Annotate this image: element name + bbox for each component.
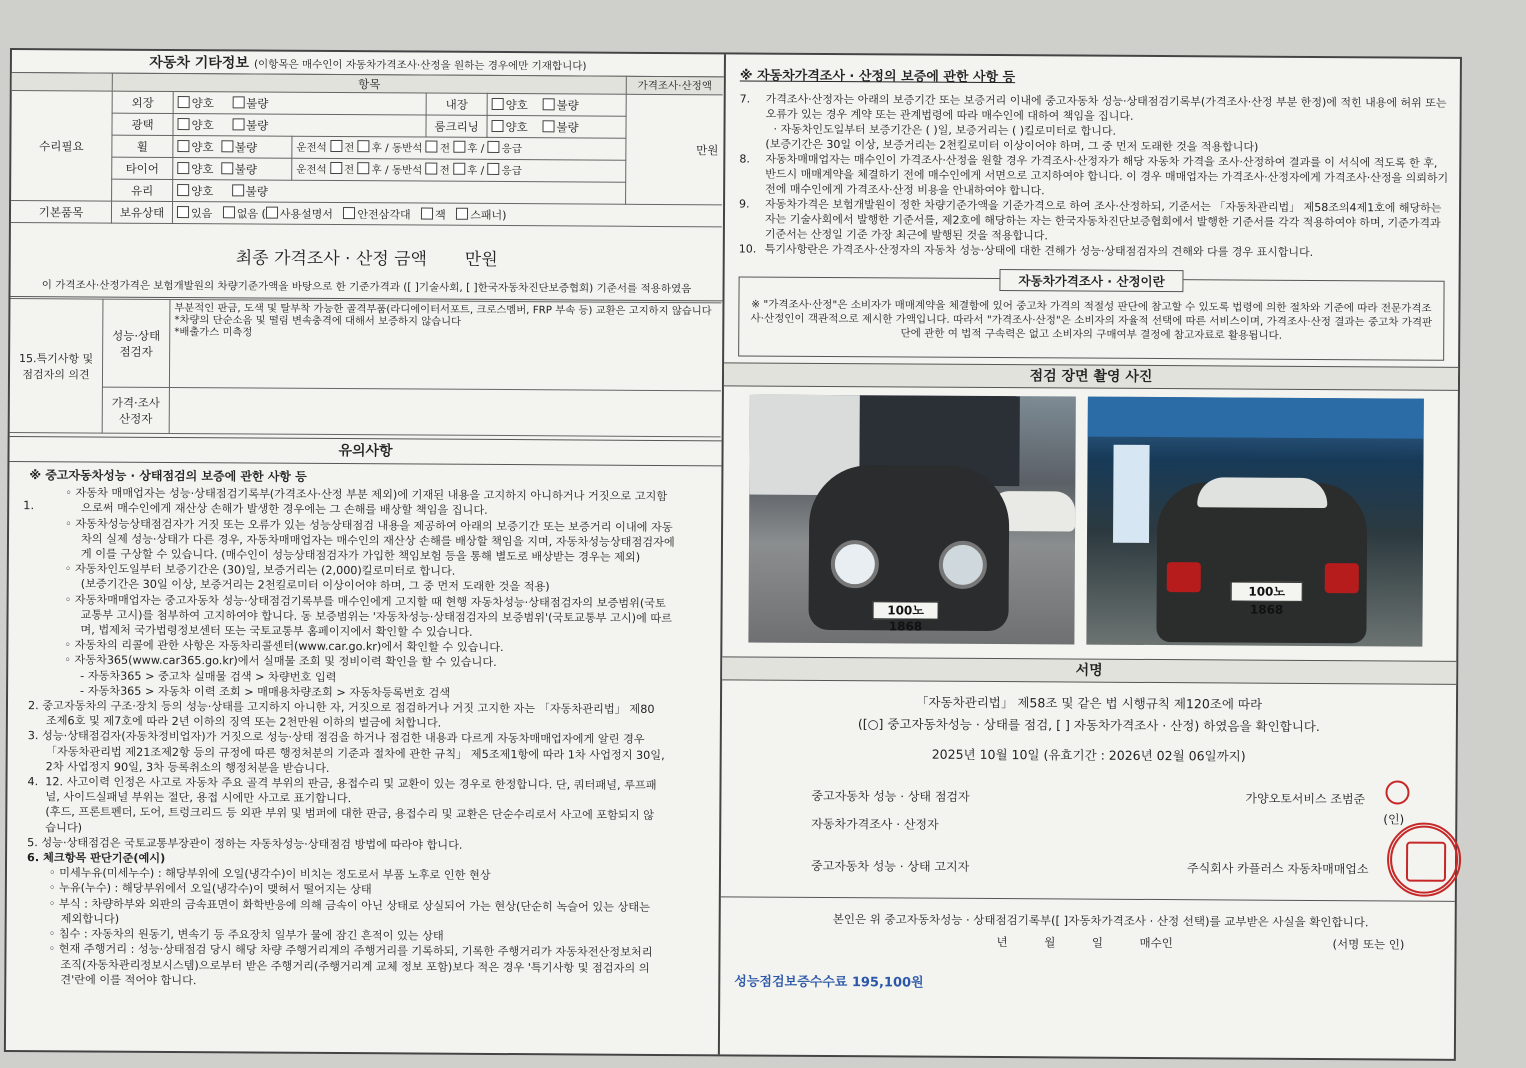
tire-good-checkbox[interactable] xyxy=(177,162,189,174)
emergency-label: 응급 xyxy=(501,165,522,178)
opt-bad: 불량 xyxy=(246,95,269,111)
photo-title: 점검 장면 촬영 사진 xyxy=(724,362,1458,390)
note-line: 견'란에 이를 적어야 합니다. xyxy=(60,973,197,987)
special-label: 15.특기사항 및 점검자의 의견 xyxy=(10,299,103,434)
final-price-unit: 만원 xyxy=(464,249,498,270)
note-line: 제외합니다) xyxy=(60,912,120,926)
perf-text-3: *배출가스 미측정 xyxy=(174,326,253,339)
wheel-pass-rear-checkbox[interactable] xyxy=(453,141,465,153)
tire-driver-rear-checkbox[interactable] xyxy=(358,162,370,174)
has-items-checkbox[interactable] xyxy=(177,206,189,218)
exterior-good-checkbox[interactable] xyxy=(178,96,190,108)
note-line: 조제6호 및 제7호에 따라 2년 이하의 징역 또는 2천만원 이하의 벌금에 처합니다. xyxy=(45,714,442,730)
left-column xyxy=(6,50,726,1054)
note-line: 성능·상태점검은 국토교통부장관이 정하는 자동차성능·상태점검 방법에 따라야 합니다. xyxy=(41,836,463,852)
repair-label: 수리필요 xyxy=(11,91,112,202)
taillight-left xyxy=(1167,562,1201,592)
seal-inner xyxy=(1406,842,1446,882)
emergency-label: 응급 xyxy=(501,143,523,156)
rear-label: 후 xyxy=(371,142,382,155)
spanner-label: 스패너 xyxy=(470,208,503,222)
opt-bad: 불량 xyxy=(234,139,258,155)
inspection-photo-front xyxy=(748,395,1076,645)
final-price-line xyxy=(11,242,723,271)
seal-mark: (인) xyxy=(1383,812,1405,827)
note-line: ◦ 부식 : 차량하부와 외판의 금속표면이 화학반응에 의해 금속이 아닌 상태로 상실되어 가는 현상(단순히 녹슬어 있는 상태는 xyxy=(27,896,713,915)
perf-inspector-label: 성능·상태 점검자 xyxy=(102,299,170,387)
special-notes-table xyxy=(10,298,722,437)
price-warranty-section xyxy=(739,64,1450,260)
sign-law: 「자동차관리법」 제58조 및 같은 법 시행규칙 제120조에 따라 xyxy=(915,694,1263,712)
tire-driver-front-checkbox[interactable] xyxy=(330,162,342,174)
note-line: ◦ 미세누유(미세누수) : 해당부위에 오일(냉각수)이 비치는 정도로서 부품 노후로 인한 현상 xyxy=(27,865,713,884)
front-label: 전 xyxy=(344,164,355,177)
driver-label: 운전석 xyxy=(296,163,327,176)
inspector-stamp xyxy=(1385,780,1409,804)
note-line: 습니다) xyxy=(45,820,83,835)
row-exterior: 외장 xyxy=(112,91,173,113)
item-no: 10. xyxy=(738,242,757,256)
row-tire: 타이어 xyxy=(112,157,173,179)
price-inspector-label: 가격·조사 산정자 xyxy=(102,387,169,433)
right-column xyxy=(720,54,1460,1058)
final-price-label: 최종 가격조사 · 산정 금액 xyxy=(235,248,428,270)
tire-emergency-checkbox[interactable] xyxy=(488,163,500,175)
inspector-label: 중고자동차 성능 · 상태 점검자 xyxy=(811,788,970,804)
company-seal-stamp xyxy=(1387,822,1461,896)
note-line: 교통부 고시)를 첨부하여 고지하여야 합니다. 동 보증범위는 '자동차성능·상태점검자의 보증범위'(국토교통부 고시)에 따르 xyxy=(80,608,673,625)
note-line: (보증기간은 30일 이상, 보증거리는 2천킬로미터 이상이어야 하며, 그 중 먼저 도래한 것을 적용) xyxy=(80,577,550,594)
license-plate-rear: 100노 1868 xyxy=(1231,581,1303,601)
note-line: ◦ 자동차성능상태점검자가 거짓 또는 오류가 있는 성능상태점검 내용을 제공하여 아래의 보증기간 또는 보증거리 이내에 자동 xyxy=(29,516,715,535)
note-line: ◦ 자동차365(www.car365.go.kr)에서 실매물 조회 및 정비이력 확인을 할 수 있습니다. xyxy=(28,653,714,672)
note-line: ◦ 자동차인도일부터 보증기간은 (30)일, 보증거리는 (2,000)킬로미터로 합니다. xyxy=(29,561,715,580)
basic-items-label: 기본품목 xyxy=(11,201,112,224)
note-line: 2차 사업정지 90일, 3차 등록취소의 행정처분을 받습니다. xyxy=(45,760,330,775)
item-7 xyxy=(740,91,1450,125)
note-line: ◦ 현재 주행거리 : 성능·상태점검 당시 해당 차량 주행거리계의 주행거리를 기록하되, 기록한 주행거리가 자동차전산정보처리 xyxy=(26,941,712,960)
signature-title: 서명 xyxy=(722,656,1456,684)
item-8 xyxy=(739,151,1449,200)
col-item-header: 항목 xyxy=(112,73,626,94)
jack-checkbox[interactable] xyxy=(421,207,433,219)
num-2: 2. xyxy=(27,699,39,713)
note-line: 12. 사고이력 인정은 사고로 자동차 주요 골격 부위의 판금, 용접수리 및 교환이 있는 경우로 한정합니다. 단, 쿼터패널, 루프패 xyxy=(45,775,657,793)
definition-box xyxy=(738,273,1444,360)
item-text: (보증기간은 30일 이상, 보증거리는 2천킬로미터 이상이어야 하며, 그 중 먼저 도래한 것을 적용합니다) xyxy=(765,137,1259,154)
signature-statement xyxy=(722,690,1456,768)
buyer-divider xyxy=(721,896,1455,901)
note-line: 중고자동차의 구조·장치 등의 성능·상태를 고지하지 아니한 자, 거짓으로 점검하거나 거짓 고지한 자는 「자동차관리법」 제80 xyxy=(42,699,655,716)
price-unit: 만원 xyxy=(626,94,723,205)
item-text: 자동차매매업자는 매수인이 가격조사·산정을 원할 경우 가격조사·산정자가 해당 자동차 가격을 조사·산정하여 결과를 이 서식에 적도록 한 후, 반드시 매매계약을 체결하기 전에 매수인에게 서면으로 고지하여야 합니다. 이 경우 매매업자는 가격조사·산정자에게 가격조사·산정을 의뢰하기 전에 매수인에게 가격조사·산정 비용을 안내하여야 합니다. xyxy=(765,152,1449,198)
note-line: 차의 실제 성능·상태가 다른 경우, 자동차매매업자는 매수인의 재산상 손해를 배상할 책임을 지며, 자동차성능상태점검자에 xyxy=(80,532,675,549)
opt-good: 양호 xyxy=(505,119,528,134)
manual-checkbox[interactable] xyxy=(266,206,278,218)
opt-bad: 불량 xyxy=(234,161,258,177)
license-plate-front: 100노 1868 xyxy=(873,601,939,619)
triangle-checkbox[interactable] xyxy=(343,207,355,219)
note-line: ◦ 자동차의 리콜에 관한 사항은 자동차리콜센터(www.car.go.kr)에서 확인할 수 있습니다. xyxy=(28,637,714,656)
front-label: 전 xyxy=(439,164,450,177)
row-wheel: 휠 xyxy=(112,135,173,157)
row-gloss: 광택 xyxy=(112,113,173,135)
note-line: 조직(자동차관리정보시스템)으로부터 받은 주행거리(주행거리계 교체 정보 포함)보다 적은 경우 '특기사항 및 점검자의 의 xyxy=(60,957,650,975)
note-line: 널, 사이드실패널 부위는 절단, 용접 시에만 사고로 표기합니다. xyxy=(45,790,352,806)
wheel-good-checkbox[interactable] xyxy=(177,140,189,152)
note-line: 체크항목 판단기준(예시) xyxy=(42,851,166,866)
num-4: 4. xyxy=(27,775,39,789)
manual-label: 사용설명서 xyxy=(279,207,334,221)
definition-text: ※ "가격조사·산정"은 소비자가 매매계약을 체결함에 있어 중고차 가격의 적절성 판단에 참고할 수 있도록 법령에 의한 절차와 기준에 따라 전문가격조사·산정인이 객관적으로 제시한 가액입니다. 따라서 "가격조사·산정"은 소비자의 자율적 선택에 따른 서비스이며, 가격조사·산정 결과는 중고차 가격판단에 관한 여 법적 구속력은 없고 소비자의 구매여부 결정에 참고자료로 활용됩니다. xyxy=(750,298,1433,342)
buyer-date-line: 년 월 일 매수인 xyxy=(996,935,1173,951)
rear-label: 후 xyxy=(467,142,478,155)
note-line: (후드, 프론트펜더, 도어, 트렁크리드 등 외판 부위 및 범퍼에 대한 판금, 용접수리 및 교환은 단순수리로서 사고에 포함되지 않 xyxy=(45,805,654,823)
room-good-checkbox[interactable] xyxy=(491,119,503,131)
no-items-checkbox[interactable] xyxy=(223,206,235,218)
sign-date: 2025년 10월 10일 (유효기간 : 2026년 02월 06일까지) xyxy=(931,746,1246,764)
final-price-block xyxy=(10,228,722,301)
note-line: 「자동차관리법 제21조제2항 등의 규정에 따른 행정처분의 기준과 절차에 관한 규칙」 제5조제1항에 따라 1차 사업정지 30일, xyxy=(45,744,665,762)
inspector-name: 가양오토서비스 조범준 xyxy=(1245,791,1366,807)
row-interior: 내장 xyxy=(426,93,487,115)
definition-title: 자동차가격조사 · 산정이란 xyxy=(999,269,1183,292)
opt-good: 양호 xyxy=(505,97,528,112)
garage-banner xyxy=(1088,397,1424,439)
warranty-title: ※ 중고자동차성능 · 상태점검의 보증에 관한 사항 등 xyxy=(29,468,307,484)
headlight-right xyxy=(939,541,987,589)
front-label: 전 xyxy=(439,142,451,155)
spanner-checkbox[interactable] xyxy=(456,207,468,219)
note-line: 으로써 매수인에게 재산상 손해가 발생한 경우에는 그 손해를 배상할 책임을 집니다. xyxy=(81,501,488,518)
repair-table: 항목 가격조사·산정액 수리필요 외장 양호 불량 내장 양호 불량 만원 광택 양호 불량 룸크리닝 양호 불량 휠 양호 불량 운전석 전 후 / 동반석 전 후 / 응급 타이어 양호 불량 운전석 전 후 / 동반석 전 후 / 응급 유리 양호 불량 기본품목 보유상태 있음 없음 ( 사용설명서 안전삼각대 잭 스패너) xyxy=(11,72,723,227)
item-no: 7. xyxy=(739,92,751,106)
note-line: 성능·상태점검자(자동차정비업자)가 거짓으로 성능·상태 점검을 하거나 점검한 내용과 다르게 자동차매매업자에게 알린 경우 xyxy=(42,729,645,747)
room-bad-checkbox[interactable] xyxy=(542,120,554,132)
price-warranty-items xyxy=(739,91,1450,260)
wheel-emergency-checkbox[interactable] xyxy=(488,141,500,153)
warranty-fee: 성능점검보증수수료 195,100원 xyxy=(734,974,924,991)
glass-good-checkbox[interactable] xyxy=(177,184,189,196)
inspection-form xyxy=(4,48,1462,1061)
item-text: · 자동차인도일부터 보증기간은 ( )일, 보증거리는 ( )킬로미터로 합니다. xyxy=(773,122,1117,138)
perf-text-1: 부분적인 판금, 도색 및 탈부착 가능한 골격부품(라디에이터서포트, 크로스멤버, FRP 부속 등) 교환은 고지하지 않습니다 xyxy=(174,302,712,318)
headlight-left xyxy=(831,540,879,588)
tire-bad-checkbox[interactable] xyxy=(221,162,233,174)
item-no: 8. xyxy=(739,152,750,166)
standing-banner xyxy=(1113,445,1150,543)
row-room-clean: 룸크리닝 xyxy=(426,115,487,137)
row-glass: 유리 xyxy=(112,179,173,201)
rear-label: 후 xyxy=(467,164,478,177)
white-roof xyxy=(1197,477,1327,508)
opt-good: 양호 xyxy=(191,95,214,110)
opt-good: 양호 xyxy=(191,139,214,154)
sign-confirm: ([○] 중고자동차성능 · 상태를 점검, [ ] 자동차가격조사 · 산정) 하였음을 확인합니다. xyxy=(857,716,1320,735)
perf-text-2: *차량의 단순소음 및 떨림 변속충격에 대해서 보증하지 않습니다 xyxy=(174,314,462,328)
opt-bad: 불량 xyxy=(556,119,579,134)
note-line: - 자동차365 > 자동차 이력 조회 > 매매용차량조회 > 자동차등록번호 검색 xyxy=(80,684,451,700)
note-line: 며, 법제처 국가법령정보센터 또는 국토교통부 홈페이지에서 확인할 수 있습니다. xyxy=(80,623,473,639)
wheel-driver-front-checkbox[interactable] xyxy=(330,140,342,152)
note-line: 게 이를 구상할 수 있습니다. (매수인이 성능상태점검자가 가입한 책임보험 등을 통해 별도로 배상받는 경우는 제외) xyxy=(80,547,641,564)
item-text: 특기사항란은 가격조사·산정자의 자동차 성능·상태에 대한 견해가 성능·상태점검자의 견해와 다를 경우 표시합니다. xyxy=(764,242,1314,259)
passenger-label: 동반석 xyxy=(391,164,423,177)
note-line: ◦ 누유(누수) : 해당부위에서 오일(냉각수)이 맺혀서 떨어지는 상태 xyxy=(27,881,713,900)
gloss-good-checkbox[interactable] xyxy=(178,118,190,130)
triangle-label: 안전삼각대 xyxy=(357,207,411,221)
section-title: 자동차 기타정보 xyxy=(149,54,249,72)
wheel-pass-front-checkbox[interactable] xyxy=(426,141,438,153)
glass-bad-checkbox[interactable] xyxy=(232,184,244,196)
front-label: 전 xyxy=(344,142,355,155)
num-6: 6. xyxy=(27,851,40,865)
item-no: 9. xyxy=(739,197,750,211)
num-5: 5. xyxy=(27,835,38,850)
taillight-right xyxy=(1325,563,1359,593)
basis-text: 이 가격조사·산정가격은 보험개발원의 차량기준가액을 바탕으로 한 기준가격과 ([ ]기술사회, [ ]한국자동차진단보증협회) 기준서를 적용하였음 xyxy=(41,279,692,296)
col-price-header: 가격조사·산정액 xyxy=(626,76,723,95)
jack-label: 잭 xyxy=(435,208,446,222)
note-line: ◦ 자동차매매업자는 중고자동차 성능·상태점검기록부를 매수인에게 고지할 때 현행 자동차성능·상태점검자의 보증범위(국토 xyxy=(29,592,715,611)
inspection-photo-rear xyxy=(1086,397,1424,647)
possession-label: 보유상태 xyxy=(111,201,172,223)
driver-label: 운전석 xyxy=(296,141,327,154)
item-9 xyxy=(739,196,1449,245)
note-line: ◦ 침수 : 자동차의 원동기, 변속기 등 주요장치 일부가 물에 잠긴 흔적이 있는 상태 xyxy=(27,926,713,945)
caution-notes xyxy=(26,468,715,991)
item-text: 자동차가격은 보험개발원이 정한 차량기준가액을 기준가격으로 하여 조사·산정하되, 기준서는 「자동차관리법」 제58조의4제1호에 해당하는 자는 기술사회에서 발행한 기준서를, 제2호에 해당하는 자는 한국자동차진단보증협회에서 발행한 기준서를 각각 적용하여야 하며, 기준가격과 기준서는 산정일 기준 가장 최근에 발행된 것을 적용합니다. xyxy=(764,197,1442,243)
note-line: ◦ 자동차 매매업자는 성능·상태점검기록부(가격조사·산정 부분 제외)에 기재된 내용을 고지하지 아니하거나 거짓으로 고지함 xyxy=(29,485,715,504)
opt-bad: 불량 xyxy=(245,183,268,199)
wheel-driver-rear-checkbox[interactable] xyxy=(358,140,370,152)
caution-title: 유의사항 xyxy=(9,436,721,466)
note-line: - 자동차365 > 중고차 실매물 검색 > 차량번호 입력 xyxy=(80,669,337,684)
opt-bad: 불량 xyxy=(556,97,579,112)
buyer-confirm-text: 본인은 위 중고자동차성능 · 상태점검기록부([ ]자동차가격조사 · 산정 선택)를 교부받은 사실을 확인합니다. xyxy=(832,912,1369,930)
rear-label: 후 xyxy=(371,164,382,177)
num-1: 1. xyxy=(23,498,35,513)
notifier-label: 중고자동차 성능 · 상태 고지자 xyxy=(810,858,970,874)
interior-bad-checkbox[interactable] xyxy=(542,98,554,110)
passenger-label: 동반석 xyxy=(392,142,423,155)
perf-opinion xyxy=(169,299,721,390)
section-note: (이항목은 매수인이 자동차가격조사·산정을 원하는 경우에만 기재합니다) xyxy=(253,58,587,73)
opt-good: 양호 xyxy=(191,117,214,132)
opt-yes: 있음 xyxy=(190,206,213,220)
opt-bad: 불량 xyxy=(245,117,269,133)
exterior-bad-checkbox[interactable] xyxy=(232,96,244,108)
price-warranty-title: ※ 자동차가격조사 · 산정의 보증에 관한 사항 등 xyxy=(739,68,1016,86)
notifier-name: 주식회사 카플러스 자동차매매업소 xyxy=(1186,861,1369,877)
num-3: 3. xyxy=(27,729,39,743)
item-text: 가격조사·산정자는 아래의 보증기간 또는 보증거리 이내에 중고자동차 성능·상태점검기록부(가격조사·산정 부분 한정)에 적힌 내용에 허위 또는 오류가 있는 경우 계약 또는 관계법령에 따라 매수인에 대하여 책임을 집니다. xyxy=(765,92,1447,123)
buyer-sign-placeholder: (서명 또는 인) xyxy=(1332,937,1405,952)
wheel-bad-checkbox[interactable] xyxy=(221,140,233,152)
opt-good: 양호 xyxy=(191,183,214,198)
opt-good: 양호 xyxy=(191,161,214,176)
opt-no: 없음 xyxy=(236,206,259,221)
tire-pass-rear-checkbox[interactable] xyxy=(453,163,465,175)
interior-good-checkbox[interactable] xyxy=(492,97,504,109)
tire-pass-front-checkbox[interactable] xyxy=(426,163,438,175)
gloss-bad-checkbox[interactable] xyxy=(232,118,244,130)
price-inspector-sign-label: 자동차가격조사 · 산정자 xyxy=(811,816,939,832)
